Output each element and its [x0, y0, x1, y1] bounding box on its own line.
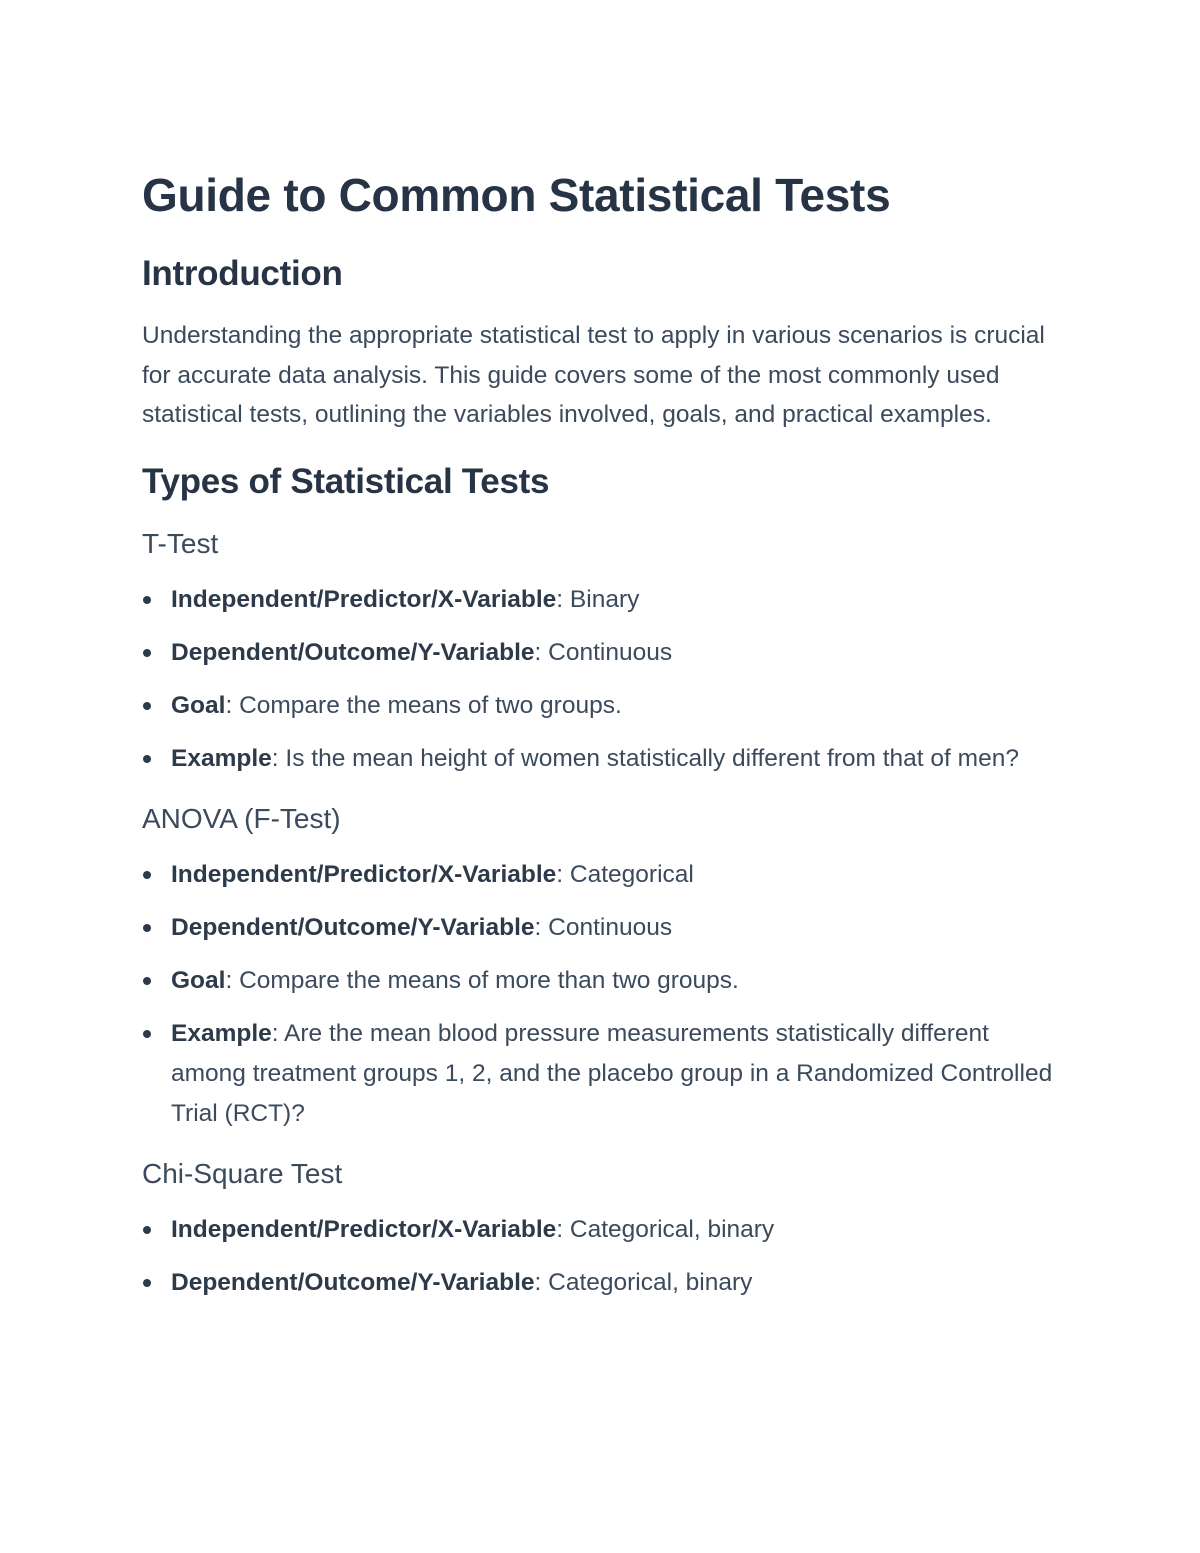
- item-description: : Are the mean blood pressure measurements statistically different among treatment groups 1, 2, and the placebo group in a Randomized Controlled Trial (RCT)?: [171, 1019, 1053, 1127]
- list-item: [142, 1210, 1060, 1250]
- item-term: Independent/Predictor/X-Variable: [171, 585, 557, 613]
- test-detail-list: [142, 1210, 1060, 1303]
- test-detail-list: [142, 580, 1060, 779]
- item-term: Dependent/Outcome/Y-Variable: [171, 638, 535, 666]
- list-item: [142, 1014, 1060, 1134]
- page-title: Guide to Common Statistical Tests: [142, 169, 891, 221]
- list-item: [142, 686, 1060, 726]
- test-detail-list: [142, 855, 1060, 1134]
- item-description: : Compare the means of two groups.: [225, 691, 622, 719]
- test-section-t-test: [142, 526, 1060, 779]
- item-description: : Categorical, binary: [556, 1215, 775, 1243]
- list-item: [142, 1263, 1060, 1303]
- item-description: : Continuous: [534, 913, 673, 941]
- list-item: [142, 580, 1060, 620]
- test-section-anova: [142, 801, 1060, 1134]
- item-term: Goal: [171, 691, 226, 719]
- list-item: [142, 961, 1060, 1001]
- item-description: : Categorical: [556, 860, 694, 888]
- item-term: Dependent/Outcome/Y-Variable: [171, 913, 535, 941]
- item-description: : Binary: [556, 585, 640, 613]
- item-description: : Categorical, binary: [534, 1268, 753, 1296]
- item-description: : Continuous: [534, 638, 673, 666]
- list-item: [142, 908, 1060, 948]
- list-item: [142, 633, 1060, 673]
- item-term: Example: [171, 744, 272, 772]
- test-heading: ANOVA (F-Test): [142, 802, 341, 834]
- bullet-icon: [143, 1226, 151, 1234]
- item-term: Independent/Predictor/X-Variable: [171, 1215, 557, 1243]
- list-item: [142, 739, 1060, 779]
- test-heading: T-Test: [142, 527, 219, 559]
- bullet-icon: [143, 924, 151, 932]
- bullet-icon: [143, 871, 151, 879]
- list-item: [142, 855, 1060, 895]
- introduction-paragraph: Understanding the appropriate statistical test to apply in various scenarios is crucial for accurate data analysis. This guide covers some of the most commonly used statistical tests, outlining the variables involved, goals, and practical examples.: [142, 322, 1045, 428]
- test-heading: Chi-Square Test: [142, 1157, 343, 1189]
- item-term: Dependent/Outcome/Y-Variable: [171, 1268, 535, 1296]
- bullet-icon: [143, 649, 151, 657]
- types-heading: Types of Statistical Tests: [142, 461, 550, 501]
- bullet-icon: [143, 1030, 151, 1038]
- item-term: Goal: [171, 966, 226, 994]
- item-term: Example: [171, 1019, 272, 1047]
- bullet-icon: [143, 596, 151, 604]
- item-description: : Compare the means of more than two groups.: [225, 966, 739, 994]
- item-description: : Is the mean height of women statistically different from that of men?: [271, 744, 1019, 772]
- test-section-chi-square: [142, 1156, 1060, 1303]
- bullet-icon: [143, 755, 151, 763]
- bullet-icon: [143, 1279, 151, 1287]
- item-term: Independent/Predictor/X-Variable: [171, 860, 557, 888]
- introduction-heading: Introduction: [142, 254, 343, 293]
- bullet-icon: [143, 977, 151, 985]
- bullet-icon: [143, 702, 151, 710]
